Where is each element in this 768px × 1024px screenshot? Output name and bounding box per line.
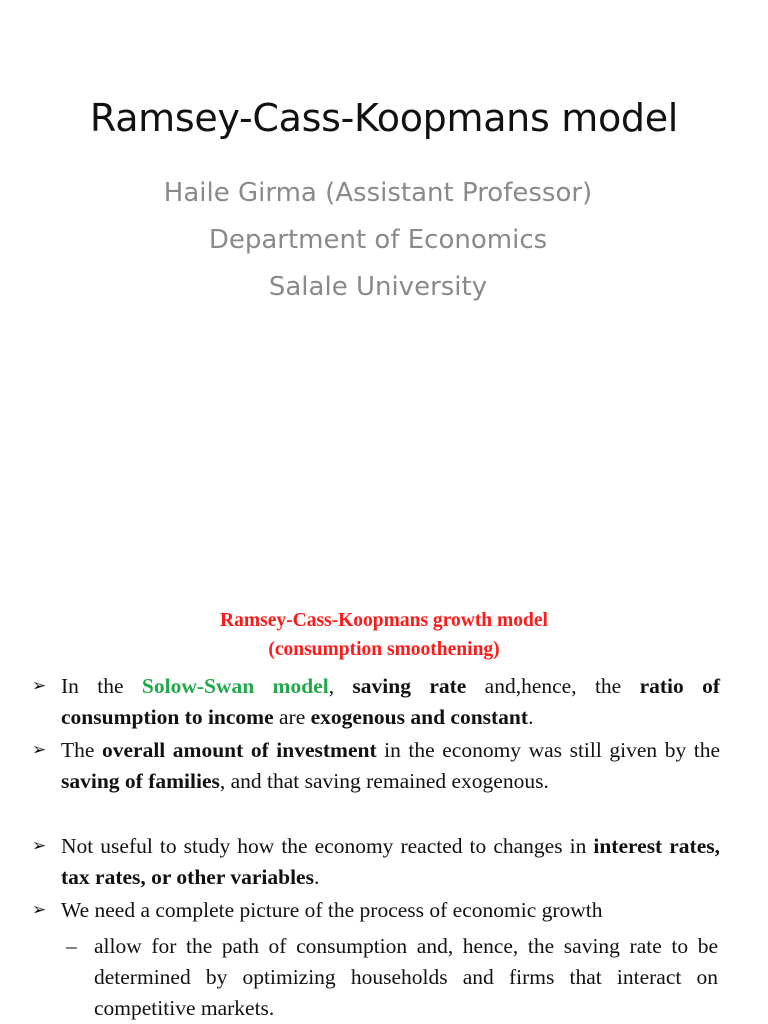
department-line: Department of Economics: [208, 225, 548, 255]
bullet-arrow-icon: ➢: [32, 676, 47, 696]
bullet-not-useful: [32, 831, 720, 893]
subbullet-text: allow for the path of consumption and, hence, the saving rate to be determined by optimizing households and firms that interact on competitive markets.: [94, 934, 718, 1020]
bullet-text: In the Solow-Swan model, saving rate and,hence, the ratio of consumption to income are exogenous and constant.: [61, 674, 721, 729]
content-slide: [0, 560, 768, 1024]
dash-icon: –: [66, 934, 77, 958]
content-heading: Ramsey-Cass-Koopmans growth model: [220, 610, 548, 631]
subbullet-consumption-path: [66, 931, 718, 1024]
bullet-text: The overall amount of investment in the economy was still given by the saving of families, and that saving remained exogenous.: [61, 738, 721, 793]
bullet-text: We need a complete picture of the process of economic growth: [61, 898, 603, 922]
bullet-text: Not useful to study how the economy reacted to changes in interest rates, tax rates, or other variables.: [61, 834, 720, 889]
university-line: Salale University: [268, 272, 488, 302]
bullet-arrow-icon: ➢: [32, 836, 47, 856]
bullet-arrow-icon: ➢: [32, 900, 47, 920]
slide-title: Ramsey-Cass-Koopmans model: [89, 96, 679, 140]
bullet-solow-swan: [32, 671, 720, 733]
bullet-arrow-icon: ➢: [32, 740, 47, 760]
author-line: Haile Girma (Assistant Professor): [163, 178, 593, 208]
bullet-complete-picture: [32, 895, 720, 926]
content-subheading: (consumption smoothening): [268, 639, 500, 660]
bullet-investment: [32, 735, 720, 797]
